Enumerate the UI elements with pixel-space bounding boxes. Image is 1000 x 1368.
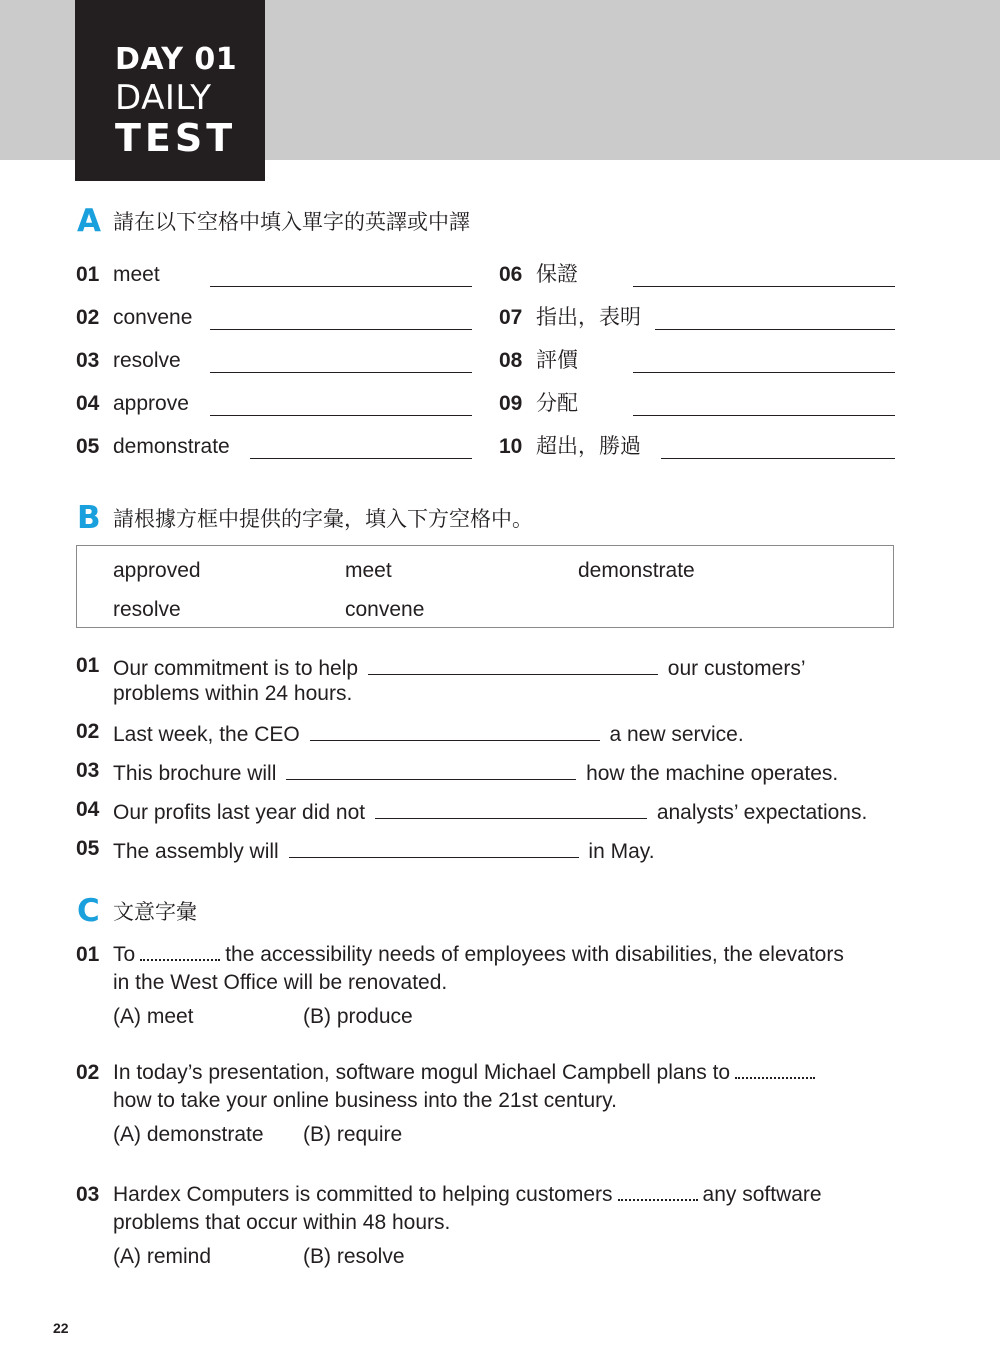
answer-line-09[interactable]	[633, 414, 895, 416]
item-word: resolve	[113, 349, 181, 372]
question-end: the accessibility needs of employees with disabilities, the elevators	[225, 943, 844, 966]
item-number: 02	[76, 1061, 100, 1084]
question-continuation: how to take your online business into the 21st century.	[113, 1089, 617, 1112]
section-b-heading	[77, 498, 533, 538]
answer-blank[interactable]	[286, 757, 576, 780]
word-bank-item: demonstrate	[578, 559, 695, 582]
item-number: 02	[76, 720, 100, 743]
page-number: 22	[53, 1320, 69, 1336]
item-word: 超出，勝過	[536, 435, 641, 458]
question-01	[76, 941, 906, 1031]
question-text	[113, 941, 903, 997]
section-a-instruction: 請在以下空格中填入單字的英譯或中譯	[113, 210, 470, 234]
word-bank-box	[76, 545, 894, 628]
option-a[interactable]: (A) remind	[113, 1245, 212, 1268]
title-day: DAY 01	[115, 42, 238, 77]
answer-blank[interactable]	[140, 941, 220, 961]
sentence-start: Our profits last year did not	[113, 801, 366, 824]
item-number: 03	[76, 1183, 100, 1206]
sentence-end: analysts’ expectations.	[656, 801, 868, 824]
item-number: 04	[76, 798, 100, 821]
option-a[interactable]: (A) meet	[113, 1005, 194, 1028]
item-sentence	[113, 718, 744, 749]
item-number: 08	[499, 349, 523, 372]
item-number: 02	[76, 306, 100, 329]
item-number: 01	[76, 654, 100, 677]
item-word: 分配	[536, 392, 578, 415]
answer-line-06[interactable]	[633, 285, 895, 287]
item-number: 03	[76, 349, 100, 372]
word-bank-item: resolve	[113, 598, 181, 621]
answer-line-04[interactable]	[210, 414, 472, 416]
option-b[interactable]: (B) resolve	[303, 1245, 405, 1268]
section-c-instruction: 文意字彙	[113, 900, 197, 924]
item-number: 01	[76, 263, 100, 286]
item-sentence	[113, 652, 806, 683]
question-02	[76, 1059, 906, 1149]
question-start: To	[113, 943, 136, 966]
day-title-block	[75, 0, 265, 181]
question-03	[76, 1181, 906, 1271]
section-b-instruction: 請根據方框中提供的字彙，填入下方空格中。	[113, 507, 533, 531]
answer-blank[interactable]	[310, 718, 600, 741]
item-word: 保證	[536, 263, 578, 286]
section-a-letter: A	[77, 203, 101, 239]
answer-line-07[interactable]	[655, 328, 895, 330]
question-continuation: problems that occur within 48 hours.	[113, 1211, 451, 1234]
item-word: 評價	[536, 349, 578, 372]
item-word: demonstrate	[113, 435, 230, 458]
item-sentence	[113, 757, 838, 788]
answer-line-02[interactable]	[210, 328, 472, 330]
item-word: convene	[113, 306, 193, 329]
answer-line-03[interactable]	[210, 371, 472, 373]
item-number: 09	[499, 392, 523, 415]
item-sentence	[113, 835, 655, 866]
item-number: 07	[499, 306, 523, 329]
answer-line-10[interactable]	[661, 457, 895, 459]
question-end: any software	[702, 1183, 822, 1206]
sentence-start: Our commitment is to help	[113, 657, 359, 680]
section-c-letter: C	[77, 893, 100, 929]
option-b[interactable]: (B) produce	[303, 1005, 413, 1028]
item-number: 04	[76, 392, 100, 415]
question-continuation: in the West Office will be renovated.	[113, 971, 448, 994]
sentence-end: a new service.	[609, 723, 744, 746]
answer-blank[interactable]	[375, 796, 647, 819]
sentence-continuation: problems within 24 hours.	[113, 682, 353, 705]
answer-blank[interactable]	[289, 835, 579, 858]
sentence-end: how the machine operates.	[586, 762, 839, 785]
word-bank-item: approved	[113, 559, 201, 582]
sentence-end: in May.	[588, 840, 655, 863]
word-bank-item: meet	[345, 559, 392, 582]
title-daily: DAILY	[115, 78, 212, 118]
item-number: 01	[76, 943, 100, 966]
option-a[interactable]: (A) demonstrate	[113, 1123, 264, 1146]
item-number: 05	[76, 435, 100, 458]
item-number: 10	[499, 435, 523, 458]
section-a-heading	[77, 201, 470, 241]
sentence-start: This brochure will	[113, 762, 277, 785]
item-word: 指出，表明	[536, 306, 641, 329]
sentence-start: Last week, the CEO	[113, 723, 300, 746]
title-test: TEST	[115, 116, 237, 160]
item-sentence	[113, 796, 867, 827]
item-number: 06	[499, 263, 523, 286]
answer-line-08[interactable]	[633, 371, 895, 373]
item-number: 05	[76, 837, 100, 860]
section-c-heading	[77, 891, 197, 931]
question-text	[113, 1181, 903, 1237]
question-text	[113, 1059, 903, 1115]
item-number: 03	[76, 759, 100, 782]
item-word: meet	[113, 263, 160, 286]
sentence-start: The assembly will	[113, 840, 279, 863]
answer-blank[interactable]	[735, 1059, 815, 1079]
answer-blank[interactable]	[368, 652, 658, 675]
answer-line-05[interactable]	[250, 457, 472, 459]
answer-blank[interactable]	[618, 1181, 698, 1201]
item-word: approve	[113, 392, 189, 415]
section-b-letter: B	[77, 500, 101, 536]
word-bank-item: convene	[345, 598, 425, 621]
option-b[interactable]: (B) require	[303, 1123, 403, 1146]
question-start: In today’s presentation, software mogul Michael Campbell plans to	[113, 1061, 731, 1084]
answer-line-01[interactable]	[210, 285, 472, 287]
question-start: Hardex Computers is committed to helping customers	[113, 1183, 613, 1206]
sentence-end: our customers’	[667, 657, 806, 680]
